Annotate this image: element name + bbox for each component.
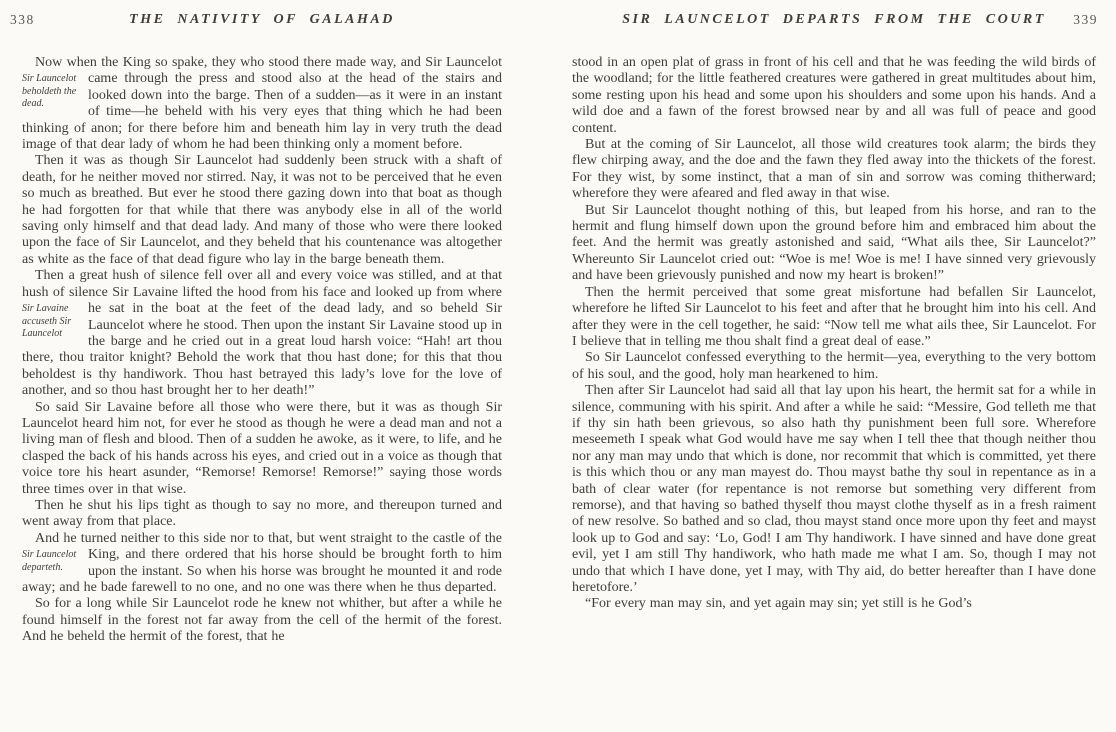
margin-note: Sir Launcelot beholdeth the dead. bbox=[22, 73, 77, 110]
paragraph: Then he shut his lips tight as though to say no more, and thereupon turned and went away from that place. bbox=[22, 497, 502, 530]
page-body bbox=[22, 55, 502, 646]
paragraph: So Sir Launcelot confessed everything to the hermit—yea, everything to the very bottom of his soul, and the good, holy man hearkened to him. bbox=[572, 350, 1096, 382]
page-header-right bbox=[558, 0, 1116, 40]
paragraph: stood in an open plat of grass in front of his cell and that he was feeding the wild birds of the woodland; for the little feathered creatures were gathered in great multitudes about him, some resting upon his head and some upon his shoulders and some upon his hands. And a wild doe and a fawn of the forest browsed near by and all was full of peace and good content. bbox=[572, 55, 1096, 136]
paragraph: “For every man may sin, and yet again may sin; yet still is he God’s bbox=[585, 596, 972, 612]
paragraph: Now when the King so spake, they who stood there made way, and Sir Sir Launcelot beholdeth the dead. Launcelot came through the press and stood also at the head of the stairs and looked down into the barge. Then of a sudden—as it were in an instant of time—he beheld with his very eyes that thing which he had been thinking of anon; for there before him and beneath him lay in very truth the dead image of that dear lady of whom he had been thinking only a moment before. bbox=[22, 55, 502, 153]
paragraph: Then it was as though Sir Launcelot had suddenly been struck with a shaft of death, for he neither moved nor stirred. Nay, it was not to be perceived that he even so much as breathed. But ever he stood there gazing down into that boat as though he had forgotten for that while that there was anybody else in all of the world saving only himself and that dead lady. And many of those who were there looked upon the face of Sir Launcelot, and they beheld that his countenance was altogether as white as the face of that dead figure who lay in the barge beneath them. bbox=[22, 153, 502, 267]
running-head: SIR LAUNCELOT DEPARTS FROM THE COURT bbox=[622, 12, 1046, 27]
paragraph: Then after Sir Launcelot had said all that lay upon his heart, the hermit sat for a while in silence, communing with his spirit. And after a while he said: “Messire, God telleth me that if thy sin hath been grievous, so also hath thy punishment been full sore. Wherefore meseemeth I speak what God would have me say when I tell thee that though neither thou nor any man may undo that which is done, nor recommit that which is committed, yet there is this which thou or any man mayest do. Thou mayst bathe thy soul in repentance as in a bath of clear water (for repentance is not remorse but something very different from remorse), and that having so bathed thyself thou mayst clothe thyself as in a fresh raiment of new resolve. So bathed and so clad, thou mayst stand once more upon thy feet and mayst look up to God and say: ‘Lo, God! I am Thy handiwork. I have sinned and have done great evil, yet I am still Thy handiwork, who hath made me what I am. So, though I may not undo that which I have done, yet I may, with Thy aid, do better hereafter than I have done heretofore.’ bbox=[572, 383, 1096, 595]
margin-note: Sir Lavaine accuseth Sir Launcelot bbox=[22, 303, 72, 340]
page-number: 339 bbox=[1073, 12, 1098, 27]
paragraph: But at the coming of Sir Launcelot, all those wild creatures took alarm; the birds they flew chirping away, and the doe and the fawn they fled away into the thickets of the forest. For they wist, by some instinct, that a man of sin and sorrow was coming thitherward; wherefore they were afeared and fled away in that wise. bbox=[572, 137, 1096, 202]
margin-note: Sir Launcelot departeth. bbox=[22, 549, 77, 573]
page-body bbox=[572, 55, 1096, 613]
paragraph: And he turned neither to this side nor to that, but went straight to the castle of the King, and there ordered that his horse should be brought Sir Launcelot departeth. forth to him upon the instant. So when his horse was brought he mounted it and rode away; and he bade farewell to no one, and no one was there when he thus departed. bbox=[22, 530, 502, 595]
running-head: THE NATIVITY OF GALAHAD bbox=[129, 12, 395, 27]
page-number: 338 bbox=[10, 12, 35, 27]
paragraph: So for a long while Sir Launcelot rode he knew not whither, but after a while he found himself in the forest not far away from the cell of the hermit of the forest. And he beheld the hermit of the forest, that he bbox=[22, 596, 502, 645]
paragraph: But Sir Launcelot thought nothing of this, but leaped from his horse, and ran to the hermit and flung himself down upon the ground before him and embraced him about the feet. And the hermit was greatly astonished and said, “What ails thee, Sir Launcelot?” Whereunto Sir Launcelot cried out: “Woe is me! Woe is me! I have sinned very grievously and have been grievously punished and now my heart is broken!” bbox=[572, 202, 1096, 284]
paragraph: So said Sir Lavaine before all those who were there, but it was as though Sir Launcelot heard him not, for ever he stood as though he were a dead man and not a living man of flesh and blood. Then of a sudden he awoke, as it were, to life, and he clasped the back of his hands across his eyes, and cried out in a voice as though that voice tore his heart asunder, “Remorse! Remorse! Remorse!” saying those words three times over in that wise. bbox=[22, 399, 502, 497]
page-right bbox=[558, 0, 1116, 732]
paragraph: Then a great hush of silence fell over all and every voice was stilled, and at that hush of silence Sir Lavaine lifted the hood from his face and looked up from where he sat in the boat at the feet of the dead lady, and Sir Lavaine accuseth Sir Launcelot so beheld Sir Launcelot where he stood. Then upon the instant Sir Lavaine stood up in the barge and he cried out in a great loud harsh voice: “Hah! art thou there, thou traitor knight? Behold the work that thou hast done; for this that thou beholdest is thy handiwork. Thou hast betrayed this lady’s love for the love of another, and so thou hast brought her to her death!” bbox=[22, 268, 502, 399]
page-header-left bbox=[0, 0, 558, 40]
paragraph: Then the hermit perceived that some great misfortune had befallen Sir Launcelot, wherefore he lifted Sir Launcelot to his feet and after that he brought him into his cell. And after they were in the cell together, he said: “Now tell me what ails thee, Sir Launcelot. For I believe that in telling me thou shalt find a great deal of ease.” bbox=[572, 284, 1096, 349]
